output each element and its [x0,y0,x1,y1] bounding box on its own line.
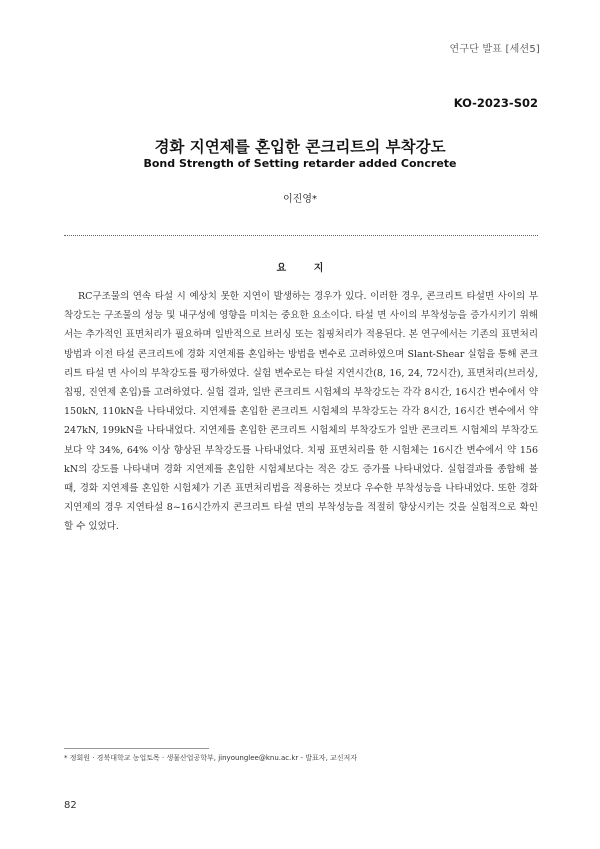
page-number: 82 [64,800,77,811]
english-title: Bond Strength of Setting retarder added Concrete [143,157,457,170]
paper-code: KO-2023-S02 [453,96,538,110]
abstract-body: RC구조물의 연속 타설 시 예상치 못한 지연이 발생하는 경우가 있다. 이러한 경우, 콘크리트 타설면 사이의 부착강도는 구조물의 성능 및 내구성에 영향을 미치는 중요한 요소이다. 타설 면 사이의 부착성능을 증가시키기 위해서는 추가적인 표면처리가 필요하며 일반적으로 브러싱 또는 칩핑처리가 적용된다. 본 연구에서는 기존의 표면처리 방법과 이전 타설 콘크리트에 경화 지연제를 혼입하는 방법을 변수로 고려하였으며 Slant-Shear 실험을 통해 콘크리트 타설 면 사이의 부착강도를 평가하였다. 실험 변수로는 타설 지연시간(8, 16, 24, 72시간), 표면처리(브러싱, 칩핑, 진연제 혼입)를 고려하였다. 실험 결과, 일반 콘크리트 시험체의 부착강도는 각각 8시간, 16시간 변수에서 약 150kN, 110kN을 나타내었다. 지연제를 혼입한 콘크리트 시험체의 부착강도는 각각 8시간, 16시간 변수에서 약 247kN, 199kN을 나타내었다. 지연제를 혼입한 콘크리트 시험체의 부착강도가 일반 콘크리트 시험체의 부착강도보다 약 34%, 64% 이상 향상된 부착강도를 나타내었다. 치핑 표면처리를 한 시험체는 16시간 변수에서 약 156 kN의 강도를 나타내며 경화 지연제를 혼입한 시험체보다는 적은 강도 증가를 나타내었다. 실험결과를 종합해 볼 때, 경화 지연제를 혼입한 시험체가 기존 표면처리법을 적용하는 것보다 우수한 부착성능을 나타내었다. 또한 경화 지연제의 경우 지연타설 8~16시간까지 콘크리트 타설 면의 부착성능을 적절히 향상시키는 것을 실험적으로 확인할 수 있었다. [64,291,538,533]
korean-title: 경화 지연제를 혼입한 콘크리트의 부착강도 [154,138,446,156]
footnote-rule [64,748,209,749]
abstract-heading: 요 지 [276,263,336,274]
author: 이진영* [283,194,317,205]
running-head: 연구단 발표 [세션5] [449,44,540,55]
footnote: * 정회원 · 경북대학교 농업토목 · 생물산업공학부, jinyounglee@knu.ac.kr - 발표자, 교신저자 [64,754,358,762]
dotted-divider [64,235,538,236]
